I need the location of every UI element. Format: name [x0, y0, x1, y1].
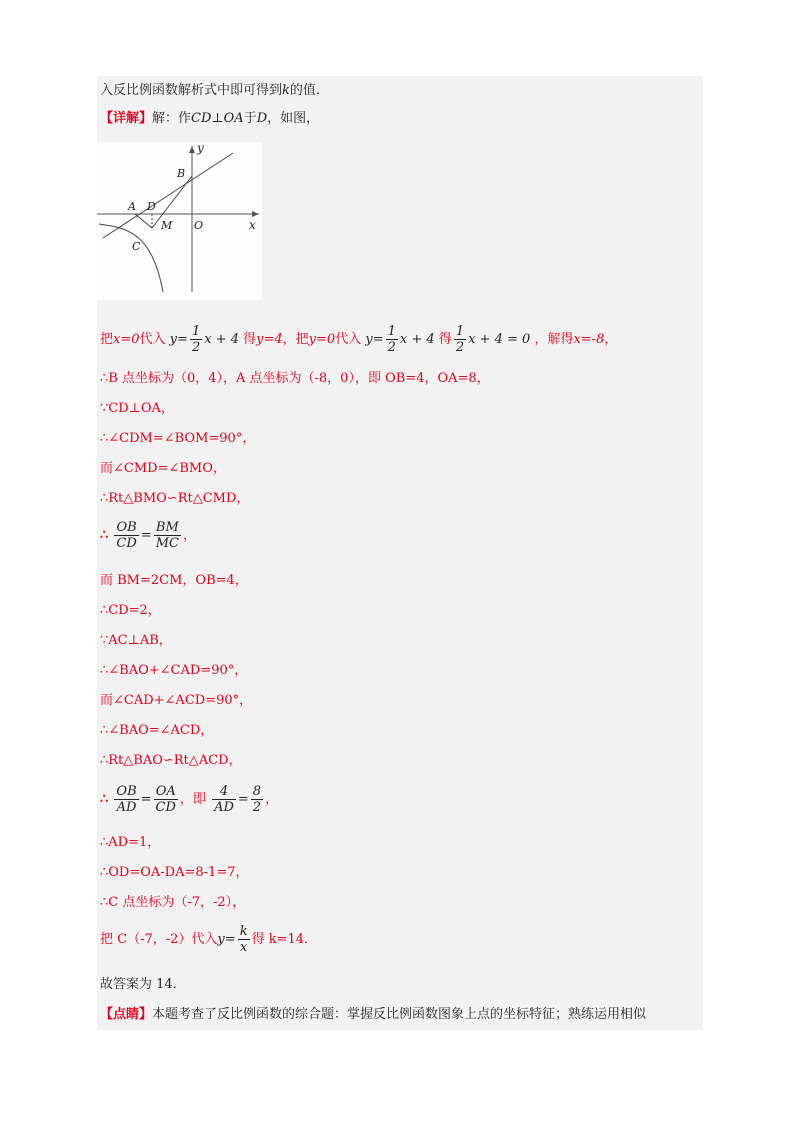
step-line: 而∠CMD=∠BMO，: [100, 461, 226, 476]
label-x: x: [249, 218, 256, 232]
label-a: A: [128, 200, 136, 213]
step-line: ∴Rt△BMO∽Rt△CMD，: [100, 491, 250, 506]
step-line: ∴AD=1，: [100, 835, 161, 850]
step-line: 而 BM=2CM，OB=4，: [100, 573, 248, 588]
step-line: ∴C 点坐标为（-7，-2），: [100, 895, 246, 910]
label-c: C: [132, 240, 141, 253]
comment-line: 【点睛】本题考查了反比例函数的综合题：掌握反比例函数图象上点的坐标特征；熟练运用相似: [100, 1007, 647, 1022]
label-y: y: [197, 142, 204, 155]
fraction-half: $\frac{1}{2}$: [191, 324, 201, 355]
intro-line: 入反比例函数解析式中即可得到k的值.: [100, 83, 321, 98]
step-line: 而∠CAD+∠ACD=90°，: [100, 693, 253, 708]
substitution-line: 把x=0代入 y= $\frac{1}{2}$ x + 4 得y=4，把y=0代入 y= $\frac{1}{2}$ x + 4 得 $\frac{1}{2}$ x + 4 = 0 ，解得x=-8，: [100, 324, 618, 355]
step-line: ∴∠BAO=∠ACD，: [100, 723, 214, 738]
label-o: O: [194, 219, 204, 232]
label-d: D: [147, 200, 156, 213]
geometry-figure: [97, 142, 262, 300]
figure-svg: [97, 142, 262, 300]
step-line: ∴B 点坐标为（0，4），A 点坐标为（-8，0），即 OB=4，OA=8，: [100, 371, 490, 386]
step-line: ∴∠CDM=∠BOM=90°，: [100, 431, 256, 446]
detail-line: 【详解】解：作CD⊥OA于D，如图，: [100, 111, 320, 126]
step-line: ∴∠BAO+∠CAD=90°，: [100, 663, 248, 678]
ratio-line-1: ∴ $\frac{OB}{CD}$ = $\frac{BM}{MC}$ ，: [100, 520, 196, 551]
ratio-line-2: ∴ $\frac{OB}{AD}$ = $\frac{OA}{CD}$ ，即 $\frac{4}{AD}$ = $\frac{8}{2}$ ，: [100, 784, 279, 815]
answer-line: 故答案为 14．: [100, 977, 186, 992]
step-line: ∵CD⊥OA，: [100, 401, 174, 416]
step-line: ∴Rt△BAO∽Rt△ACD，: [100, 753, 242, 768]
step-line: ∵AC⊥AB，: [100, 633, 172, 648]
label-m: M: [161, 219, 173, 232]
label-b: B: [177, 167, 186, 180]
step-line: ∴CD=2，: [100, 603, 161, 618]
step-line: ∴OD=OA-DA=8-1=7，: [100, 865, 249, 880]
final-line: 把 C（-7，-2）代入y= $\frac{k}{x}$ 得 k=14．: [100, 924, 318, 955]
fraction-half: $\frac{1}{2}$: [455, 324, 465, 355]
fraction-half: $\frac{1}{2}$: [387, 324, 396, 355]
